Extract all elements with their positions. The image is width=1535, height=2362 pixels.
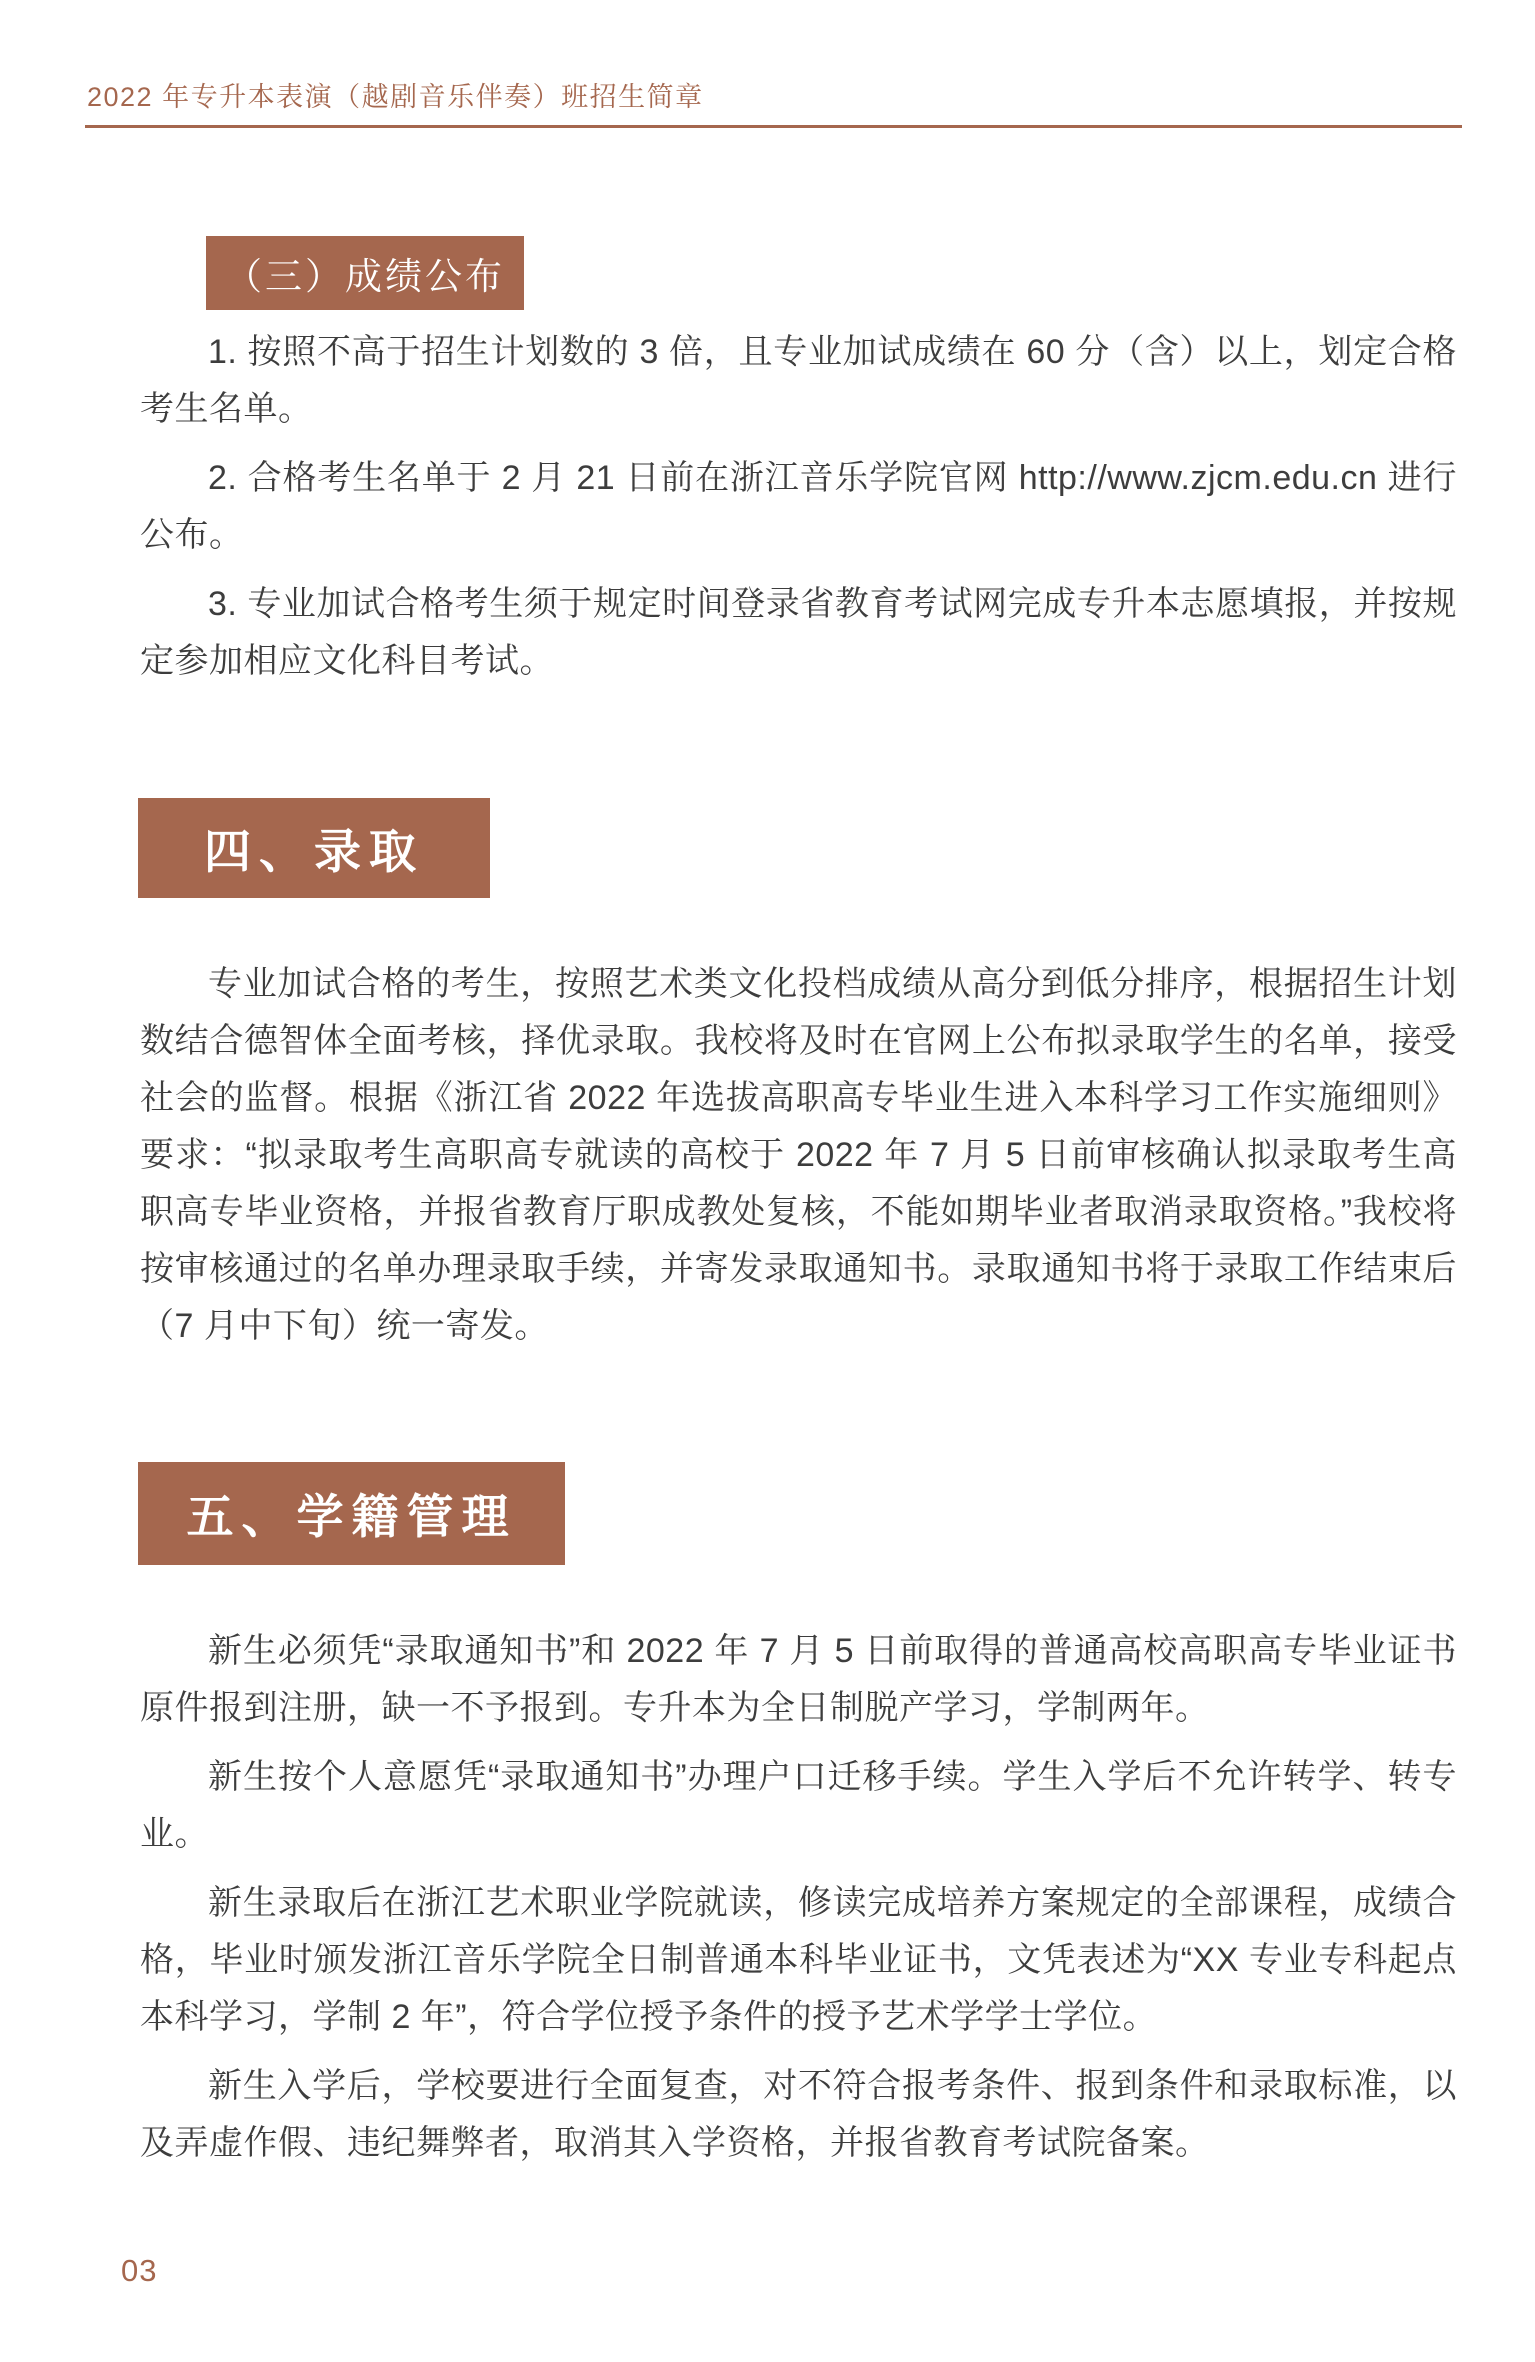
document-header bbox=[85, 82, 1457, 128]
paragraph-registration: 新生必须凭“录取通知书”和 2022 年 7 月 5 日前取得的普通高校高职高专毕业证书原件报到注册，缺一不予报到。专升本为全日制脱产学习，学制两年。 bbox=[140, 1632, 1457, 1727]
document-header-title: 2022 年专升本表演（越剧音乐伴奏）班招生简章 bbox=[87, 82, 704, 112]
paragraph-score-rule-3: 3. 专业加试合格考生须于规定时间登录省教育考试网完成专升本志愿填报，并按规定参加相应文化科目考试。 bbox=[140, 585, 1457, 680]
section-score-publication bbox=[85, 236, 1457, 690]
main-heading-student-status: 五、学籍管理 bbox=[138, 1462, 565, 1565]
paragraph-household-transfer: 新生按个人意愿凭“录取通知书”办理户口迁移手续。学生入学后不允许转学、转专业。 bbox=[140, 1758, 1457, 1853]
paragraph-admission-policy: 专业加试合格的考生，按照艺术类文化投档成绩从高分到低分排序，根据招生计划数结合德智体全面考核，择优录取。我校将及时在官网上公布拟录取学生的名单，接受社会的监督。根据《浙江省 2022 年选拔高职高专毕业生进入本科学习工作实施细则》要求：“拟录取考生高职高专就读的高校于 2022 年 7 月 5 日前审核确认拟录取考生高职高专毕业资格，并报省教育厅职成教处复核，不能如期毕业者取消录取资格。”我校将按审核通过的名单办理录取手续，并寄发录取通知书。录取通知书将于录取工作结束后（7 月中下旬）统一寄发。 bbox=[140, 965, 1457, 1345]
sub-heading-score-publication: （三）成绩公布 bbox=[206, 236, 524, 310]
paragraph-score-rule-2: 2. 合格考生名单于 2 月 21 日前在浙江音乐学院官网 http://www.zjcm.edu.cn 进行公布。 bbox=[140, 459, 1457, 554]
main-heading-admission: 四、录取 bbox=[138, 798, 490, 898]
header-divider bbox=[85, 125, 1462, 128]
paragraph-score-rule-1: 1. 按照不高于招生计划数的 3 倍，且专业加试成绩在 60 分（含）以上，划定合格考生名单。 bbox=[140, 333, 1457, 428]
page-number: 03 bbox=[121, 2253, 158, 2288]
section-student-status bbox=[85, 1462, 1457, 2172]
paragraph-diploma: 新生录取后在浙江艺术职业学院就读，修读完成培养方案规定的全部课程，成绩合格，毕业时颁发浙江音乐学院全日制普通本科毕业证书，文凭表述为“XX 专业专科起点本科学习，学制 2 年”，符合学位授予条件的授予艺术学学士学位。 bbox=[140, 1884, 1457, 2036]
paragraph-recheck: 新生入学后，学校要进行全面复查，对不符合报考条件、报到条件和录取标准，以及弄虚作假、违纪舞弊者，取消其入学资格，并报省教育考试院备案。 bbox=[140, 2067, 1457, 2162]
section-admission bbox=[85, 798, 1457, 1355]
